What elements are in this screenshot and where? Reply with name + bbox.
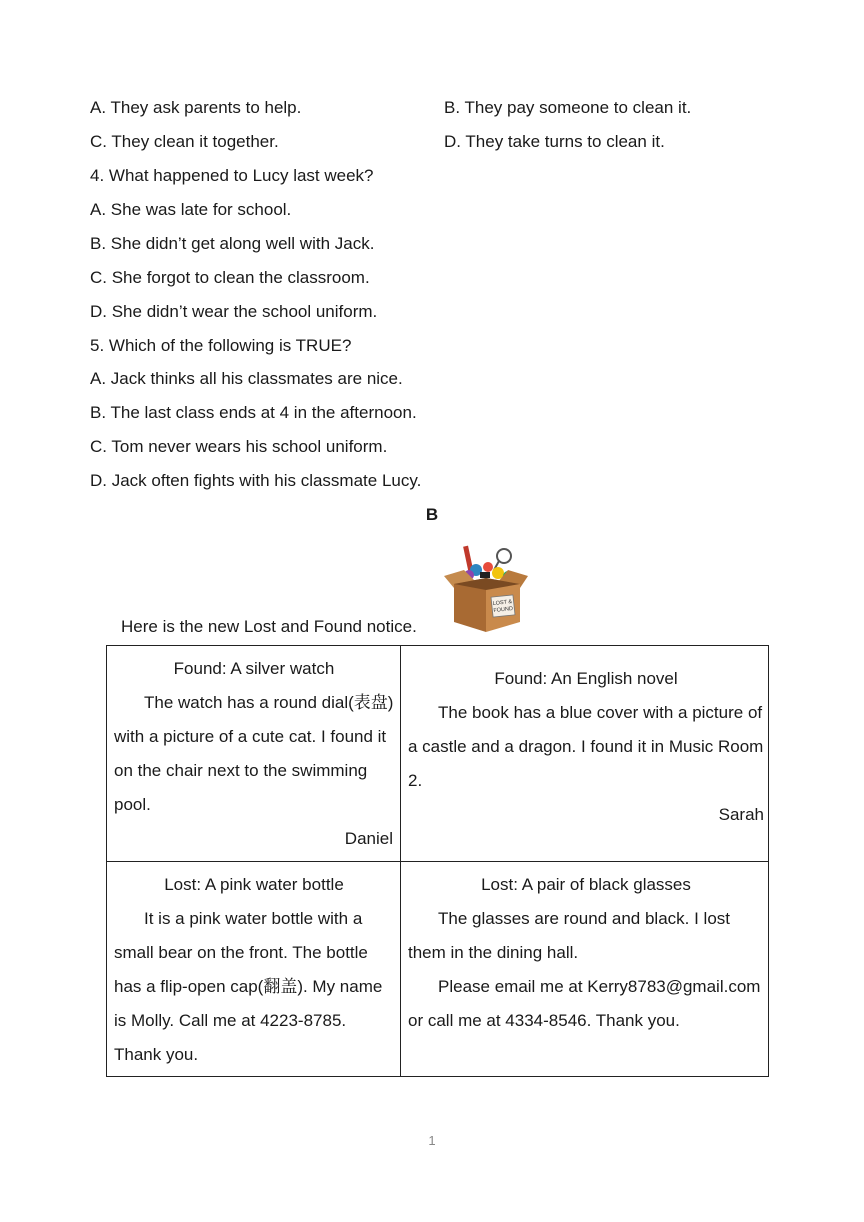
q3-option-b: B. They pay someone to clean it. [444,98,692,117]
page-number: 1 [428,1133,436,1148]
notice-english-novel [408,662,764,832]
notice-body: It is a pink water bottle with a small bear on the front. The bottle has a flip-open cap(翻盖). My name is Molly. Call me at 4223-8785. Thank you. [114,909,383,1064]
notice-signature: Daniel [344,829,393,848]
q5-option-a: A. Jack thinks all his classmates are nice. [90,369,403,388]
table-horizontal-divider [107,861,768,862]
notice-title: Lost: A pink water bottle [164,875,344,894]
lost-found-notice-table [106,645,769,1077]
q4-question: 4. What happened to Lucy last week? [90,166,374,185]
notice-title: Found: An English novel [494,669,678,688]
notice-signature: Sarah [718,805,764,824]
q4-option-a: A. She was late for school. [90,200,292,219]
q3-option-d: D. They take turns to clean it. [444,132,665,151]
section-b-heading: B [425,505,439,524]
q4-option-c: C. She forgot to clean the classroom. [90,268,370,287]
notice-title: Found: A silver watch [173,659,335,678]
box-label-lost: LOST & [492,599,513,608]
box-label-found: FOUND [493,605,514,615]
notice-pink-water-bottle [114,868,394,1072]
notice-intro: Here is the new Lost and Found notice. [121,617,417,636]
q5-question: 5. Which of the following is TRUE? [90,336,352,355]
q5-option-c: C. Tom never wears his school uniform. [90,437,388,456]
q5-option-d: D. Jack often fights with his classmate Lucy. [90,471,422,490]
q4-option-b: B. She didn’t get along well with Jack. [90,234,375,253]
lost-and-found-box-image [436,540,536,636]
q4-option-d: D. She didn’t wear the school uniform. [90,302,378,321]
q3-option-a: A. They ask parents to help. [90,98,302,117]
notice-body: The watch has a round dial(表盘) with a picture of a cute cat. I found it on the chair next to the swimming pool. [114,693,394,814]
notice-silver-watch [114,652,394,856]
q3-option-c: C. They clean it together. [90,132,279,151]
q5-option-b: B. The last class ends at 4 in the afternoon. [90,403,417,422]
notice-body: The glasses are round and black. I lost them in the dining hall. [408,909,730,962]
notice-body-contact: Please email me at Kerry8783@gmail.com or call me at 4334-8546. Thank you. [408,977,761,1030]
notice-body: The book has a blue cover with a picture of a castle and a dragon. I found it in Music Room 2. [408,703,764,790]
notice-title: Lost: A pair of black glasses [481,875,691,894]
notice-black-glasses [408,868,764,1038]
